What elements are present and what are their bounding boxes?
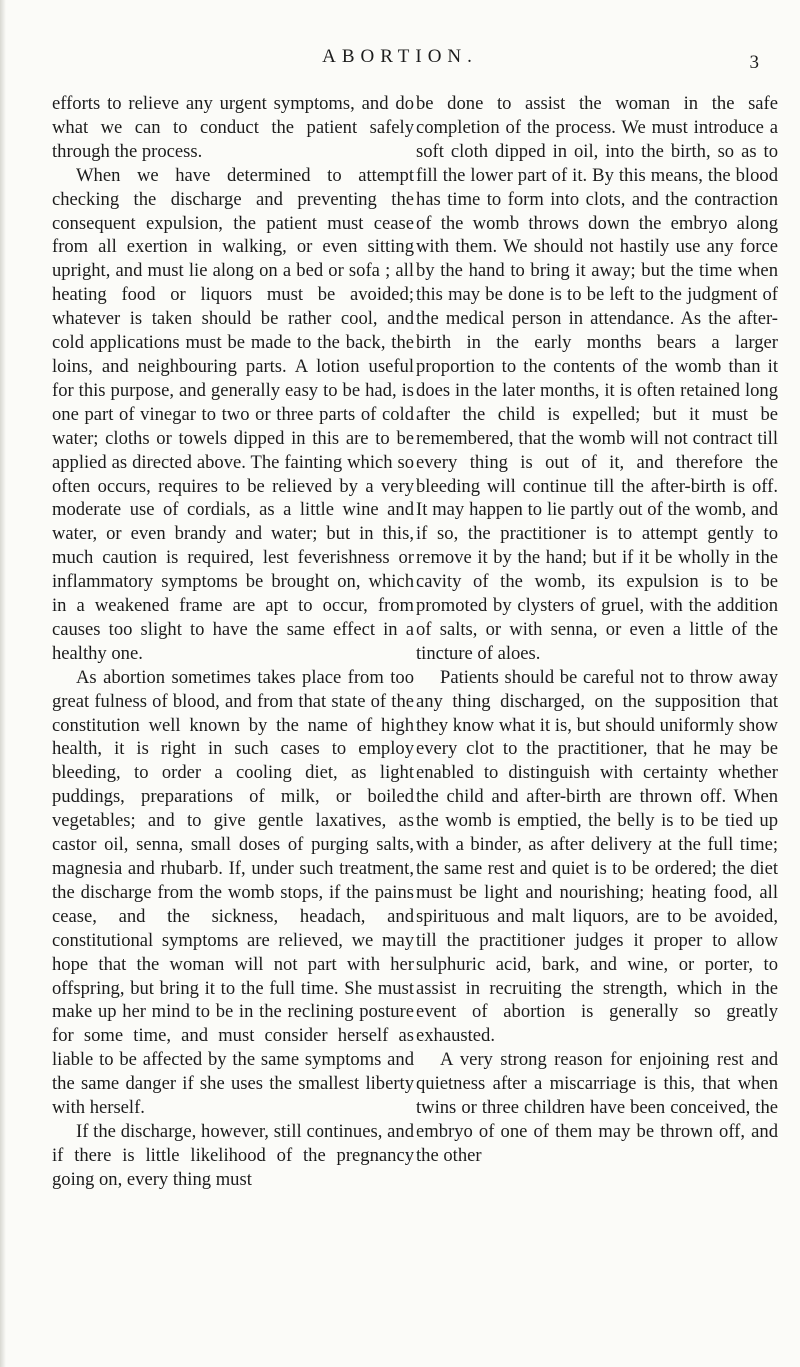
page-edge-shadow — [0, 0, 6, 1367]
paragraph: When we have determined to attempt checking the discharge and preventing the consequent expulsion, the patient must cease from all exertion in walking, or even sitting upright, and must lie along on a bed or sofa ; all heating food or liquors must be avoided; whatever is taken should be rather cool, and cold applications must be made to the back, the loins, and neighbouring parts. A lotion useful for this purpose, and generally easy to be had, is one part of vinegar to two or three parts of cold water; cloths or towels dipped in this are to be applied as directed above. The fainting which so often occurs, requires to be relieved by a very moderate use of cordials, as a little wine and water, or even brandy and water; but in this, much caution is required, lest feverishness or inflammatory symptoms be brought on, which in a weakened frame are apt to occur, from causes too slight to have the same effect in a healthy one. — [52, 164, 414, 664]
paragraph: be done to assist the woman in the safe completion of the process. We must introduce a soft cloth dipped in oil, into the birth, so as to fill the lower part of it. By this means, the blood has time to form into clots, and the contraction of the womb throws down the embryo along with them. We should not hastily use any force by the hand to bring it away; but the time when this may be done is to be left to the judgment of the medical person in attendance. As the after-birth in the early months bears a larger proportion to the contents of the womb than it does in the later months, it is often retained long after the child is expelled; but it must be remembered, that the womb will not contract till every thing is out of it, and therefore the bleeding will continue till the after-birth is off. It may happen to lie partly out of the womb, and if so, the practitioner is to attempt gently to remove it by the hand; but if it be wholly in the cavity of the womb, its expulsion is to be promoted by clysters of gruel, with the addition of salts, or with senna, or even a little of the tincture of aloes. — [416, 93, 778, 664]
page-number: 3 — [749, 52, 759, 73]
paragraph: efforts to relieve any urgent symptoms, and do what we can to conduct the patient safely through the process. — [52, 93, 414, 162]
right-column — [416, 92, 778, 1168]
paragraph: As abortion sometimes takes place from too great fulness of blood, and from that state of the constitution well known by the name of high health, it is right in such cases to employ bleeding, to order a cooling diet, as light puddings, preparations of milk, or boiled vegetables; and to give gentle laxatives, as castor oil, senna, small doses of purging salts, magnesia and rhubarb. If, under such treatment, the discharge from the womb stops, if the pains cease, and the sickness, headach, and constitutional symptoms are relieved, we may hope that the woman will not part with her offspring, but bring it to the full time. She must make up her mind to be in the reclining posture for some time, and must consider herself as liable to be affected by the same symptoms and the same danger if she uses the smallest liberty with herself. — [52, 666, 414, 1119]
paragraph: If the discharge, however, still continues, and if there is little likelihood of the pregnancy going on, every thing must — [52, 1120, 414, 1190]
paragraph: Patients should be careful not to throw away any thing discharged, on the supposition that they know what it is, but should uniformly show every clot to the practitioner, that he may be enabled to distinguish with certainty whether the child and after-birth are thrown off. When the womb is emptied, the belly is to be tied up with a binder, as after delivery at the full time; the same rest and quiet is to be ordered; the diet must be light and nourishing; heating food, all spirituous and malt liquors, are to be avoided, till the practitioner judges it proper to allow sulphuric acid, bark, and wine, or porter, to assist in recruiting the strength, which in the event of abortion is generally so greatly exhausted. — [416, 666, 778, 1047]
left-column — [52, 92, 414, 1192]
running-title: ABORTION. — [322, 46, 478, 67]
running-head — [0, 46, 800, 76]
paragraph: A very strong reason for enjoining rest and quietness after a miscarriage is this, that when twins or three children have been conceived, the embryo of one of them may be thrown off, and the other — [416, 1049, 778, 1166]
